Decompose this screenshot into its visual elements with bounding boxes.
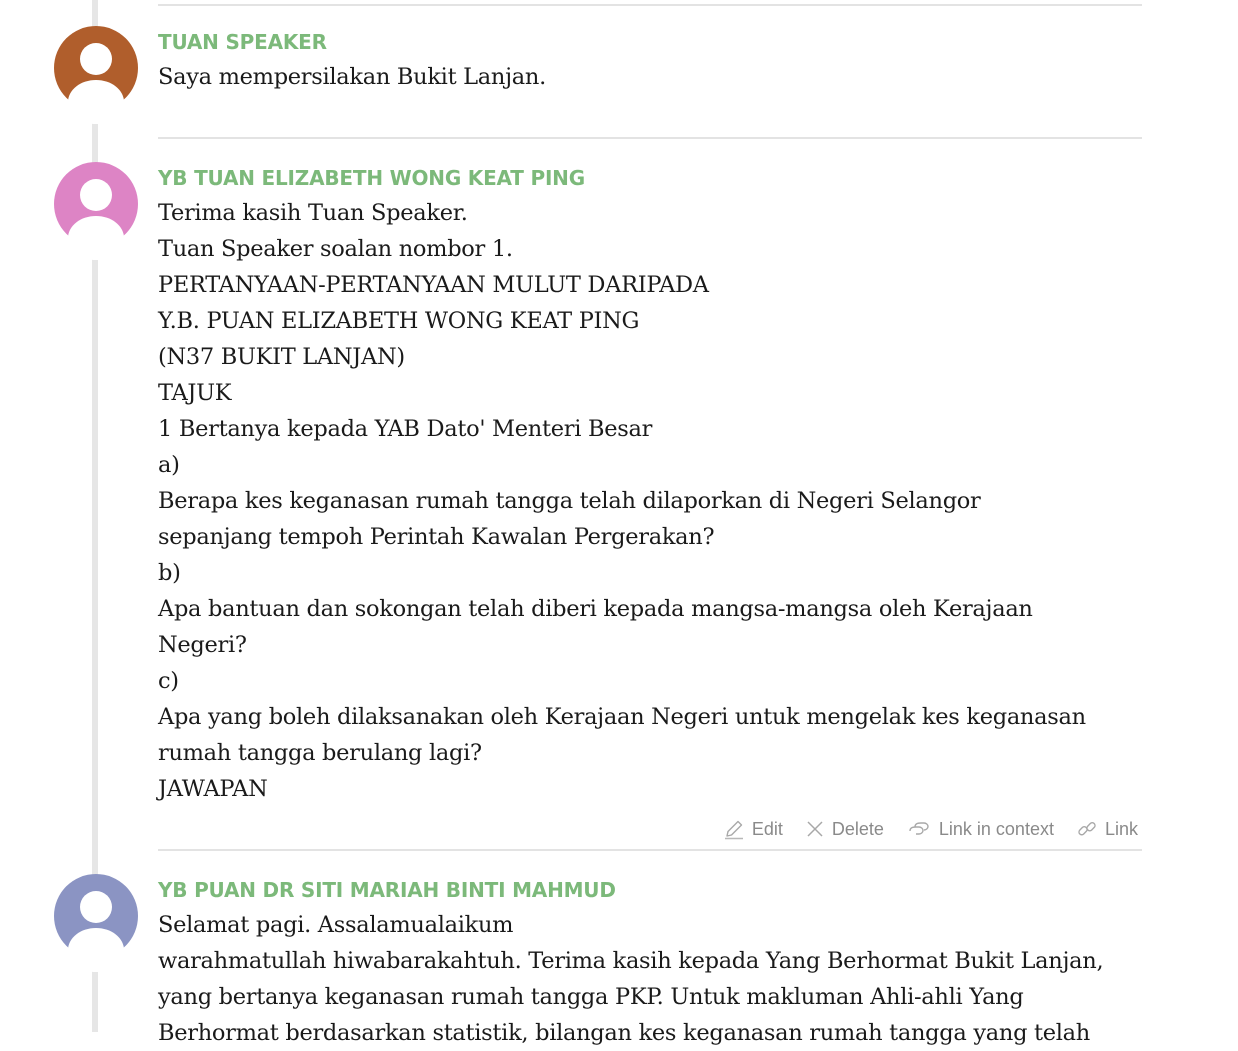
avatar: [54, 874, 138, 958]
speech-line: rumah tangga berulang lagi?: [158, 740, 482, 766]
speech-line: Tuan Speaker soalan nombor 1.: [158, 236, 513, 262]
speaker-name[interactable]: TUAN SPEAKER: [158, 30, 327, 54]
divider: [158, 849, 1142, 851]
delete-link[interactable]: [805, 819, 884, 840]
speech-line: Apa bantuan dan sokongan telah diberi kepada mangsa-mangsa oleh Kerajaan: [158, 596, 1033, 622]
divider: [158, 4, 1142, 6]
speech-line: yang bertanya keganasan rumah tangga PKP. Untuk makluman Ahli-ahli Yang: [158, 984, 1024, 1010]
speech-text: [158, 59, 1158, 95]
speech-line: 1 Bertanya kepada YAB Dato' Menteri Besar: [158, 416, 653, 442]
speech-line: Terima kasih Tuan Speaker.: [158, 200, 468, 226]
edit-label: Edit: [751, 818, 783, 839]
speech-line: JAWAPAN: [158, 776, 268, 802]
speech-line: Negeri?: [158, 632, 247, 658]
speech-line: (N37 BUKIT LANJAN): [158, 344, 405, 370]
delete-label: Delete: [831, 818, 884, 839]
speech-line: Selamat pagi. Assalamualaikum: [158, 912, 514, 938]
avatar: [54, 26, 138, 110]
link-in-context-link[interactable]: [906, 818, 1054, 840]
speech-text: [158, 195, 1158, 807]
avatar: [54, 162, 138, 246]
speech-line: Apa yang boleh dilaksanakan oleh Kerajaan Negeri untuk mengelak kes keganasan: [158, 704, 1086, 730]
link-in-context-label: Link in context: [938, 818, 1054, 839]
speaker-name[interactable]: YB PUAN DR SITI MARIAH BINTI MAHMUD: [158, 878, 616, 902]
link-context-icon: [906, 818, 932, 840]
speech-line: b): [158, 560, 181, 586]
speech-line: Y.B. PUAN ELIZABETH WONG KEAT PING: [158, 308, 640, 334]
link-icon: [1076, 818, 1098, 840]
speech-text: [158, 907, 1158, 1051]
link-label: Link: [1104, 818, 1138, 839]
permalink-link[interactable]: [1076, 818, 1138, 840]
speech-line: a): [158, 452, 180, 478]
speech-line: PERTANYAAN-PERTANYAAN MULUT DARIPADA: [158, 272, 709, 298]
speech-actions: [701, 814, 1138, 844]
close-icon: [805, 819, 825, 839]
edit-link[interactable]: [723, 818, 783, 840]
speech-line: Berhormat berdasarkan statistik, bilangan kes keganasan rumah tangga yang telah: [158, 1020, 1090, 1046]
speech-line: c): [158, 668, 179, 694]
speech-line: warahmatullah hiwabarakahtuh. Terima kasih kepada Yang Berhormat Bukit Lanjan,: [158, 948, 1104, 974]
speech-line: Berapa kes keganasan rumah tangga telah dilaporkan di Negeri Selangor: [158, 488, 981, 514]
speech-line: sepanjang tempoh Perintah Kawalan Pergerakan?: [158, 524, 715, 550]
divider: [158, 137, 1142, 139]
speech-line: Saya mempersilakan Bukit Lanjan.: [158, 64, 546, 90]
speech-line: TAJUK: [158, 380, 232, 406]
speaker-name[interactable]: YB TUAN ELIZABETH WONG KEAT PING: [158, 166, 585, 190]
pencil-icon: [723, 818, 745, 840]
